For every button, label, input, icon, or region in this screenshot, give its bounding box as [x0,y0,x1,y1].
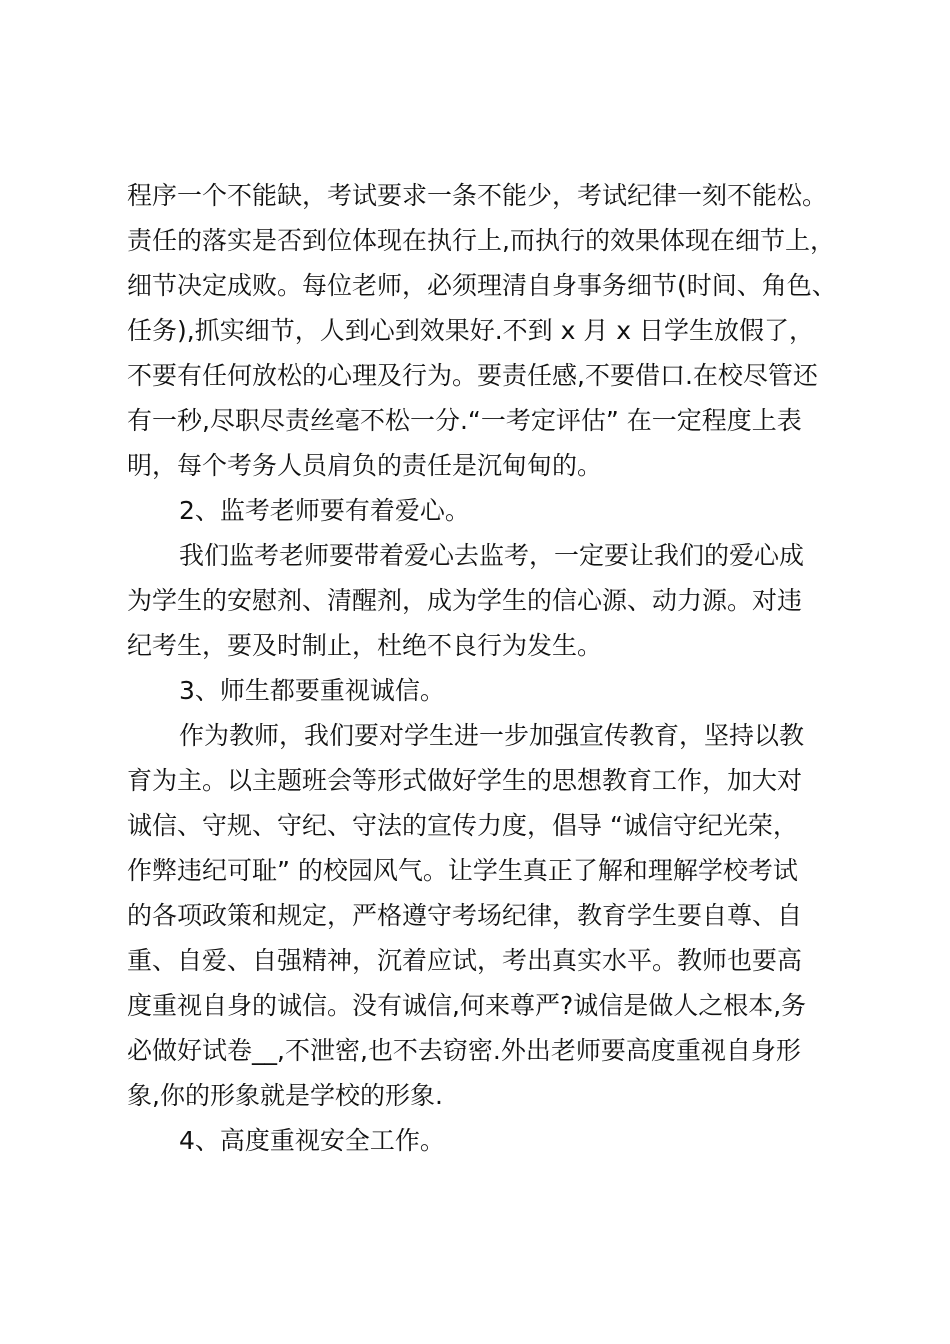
paragraph-first-line: 我们监考老师要带着爱心去监考，一定要让我们的爱心成 [179,541,805,570]
text-line: 不要有任何放松的心理及行为。要责任感,不要借口.在校尽管还 [127,361,818,390]
text-line: 必做好试卷__,不泄密,也不去窃密.外出老师要高度重视自身形 [127,1036,801,1065]
paragraph-first-line: 作为教师，我们要对学生进一步加强宣传教育，坚持以教 [179,721,805,750]
text-line: 重、自爱、自强精神，沉着应试，考出真实水平。教师也要高 [127,946,803,975]
section-heading: 2、监考老师要有着爱心。 [179,496,470,525]
text-line: 程序一个不能缺，考试要求一条不能少，考试纪律一刻不能松。 [127,181,828,210]
text-line: 有一秒,尽职尽责丝毫不松一分.“一考定评估” 在一定程度上表 [127,406,802,435]
section-heading: 4、高度重视安全工作。 [179,1126,445,1155]
text-line: 诚信、守规、守纪、守法的宣传力度，倡导 “诚信守纪光荣， [127,811,798,840]
text-line: 象,你的形象就是学校的形象. [127,1081,443,1110]
text-line: 纪考生，要及时制止，杜绝不良行为发生。 [127,631,603,660]
text-line: 度重视自身的诚信。没有诚信,何来尊严?诚信是做人之根本,务 [127,991,807,1020]
document-body [127,173,839,1163]
text-line: 的各项政策和规定，严格遵守考场纪律，教育学生要自尊、自 [127,901,803,930]
text-line: 明，每个考务人员肩负的责任是沉甸甸的。 [127,451,603,480]
text-line: 细节决定成败。每位老师，必须理清自身事务细节(时间、角色、 [127,271,837,300]
text-line: 责任的落实是否到位体现在执行上,而执行的效果体现在细节上， [127,226,835,255]
text-line: 为学生的安慰剂、清醒剂，成为学生的信心源、动力源。对违 [127,586,803,615]
text-line: 任务),抓实细节，人到心到效果好.不到 x 月 x 日学生放假了， [127,316,815,345]
text-line: 育为主。以主题班会等形式做好学生的思想教育工作，加大对 [127,766,803,795]
section-heading: 3、师生都要重视诚信。 [179,676,445,705]
text-line: 作弊违纪可耻” 的校园风气。让学生真正了解和理解学校考试 [127,856,798,885]
